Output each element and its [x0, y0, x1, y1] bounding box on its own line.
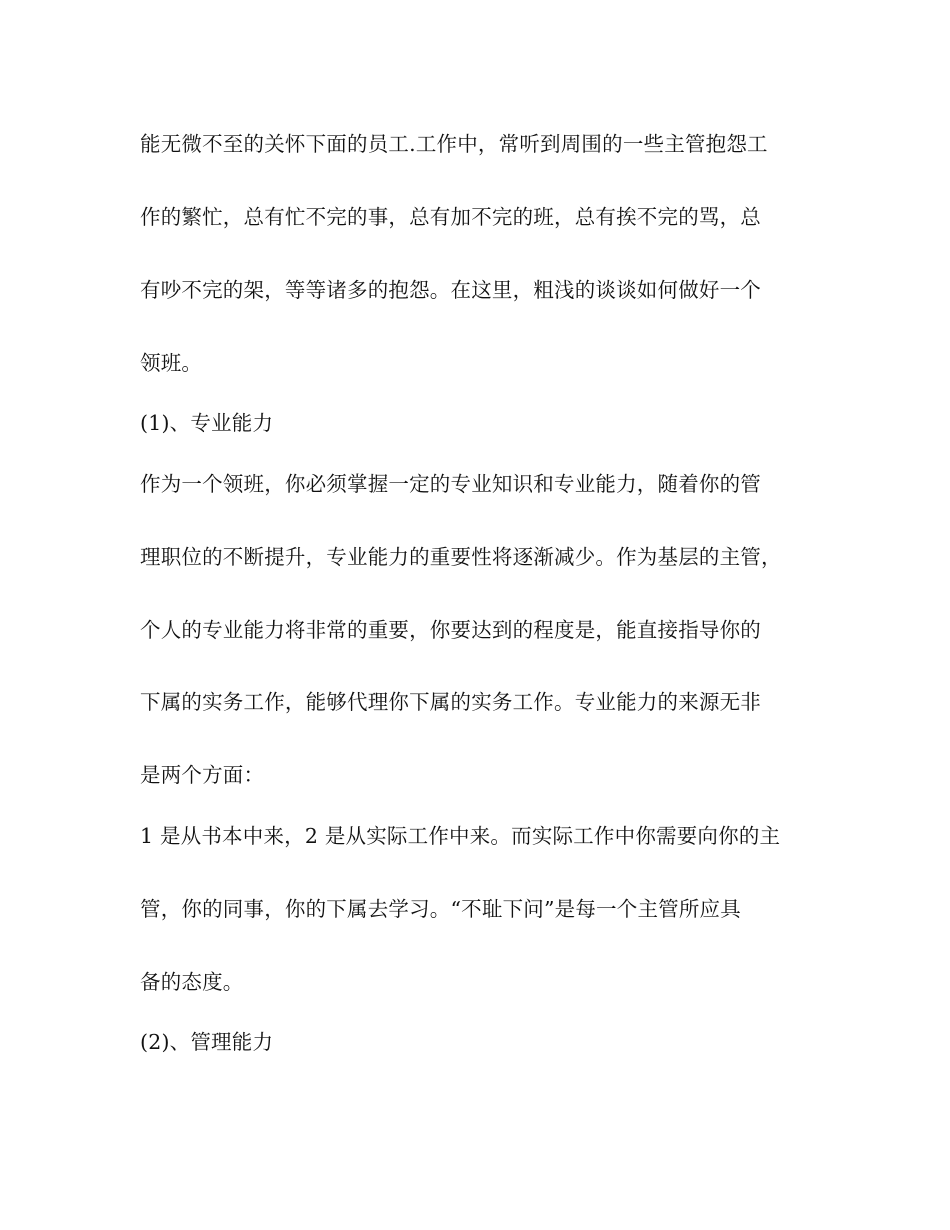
text-line: 1 是从书本中来，2 是从实际工作中来。而实际工作中你需要向你的主: [140, 824, 781, 848]
text-line: 作的繁忙，总有忙不完的事，总有加不完的班，总有挨不完的骂，总: [140, 205, 761, 229]
text-line: 备的态度。: [140, 970, 244, 994]
text-line: 下属的实务工作，能够代理你下属的实务工作。专业能力的来源无非: [140, 690, 761, 714]
section-heading: (2)、管理能力: [140, 1030, 274, 1054]
text-line: 管，你的同事，你的下属去学习。“不耻下问”是每一个主管所应具: [140, 897, 741, 921]
text-line: 作为一个领班，你必须掌握一定的专业知识和专业能力，随着你的管: [140, 472, 761, 496]
text-line: 理职位的不断提升，专业能力的重要性将逐渐减少。作为基层的主管，: [140, 545, 782, 569]
text-line: 有吵不完的架，等等诸多的抱怨。在这里，粗浅的谈谈如何做好一个: [140, 278, 761, 302]
text-line: 是两个方面：: [140, 763, 265, 787]
text-line: 领班。: [140, 351, 203, 375]
text-line: 能无微不至的关怀下面的员工.工作中，常听到周围的一些主管抱怨工: [140, 132, 768, 156]
text-line: 个人的专业能力将非常的重要，你要达到的程度是，能直接指导你的: [140, 618, 761, 642]
section-heading: (1)、专业能力: [140, 411, 274, 435]
